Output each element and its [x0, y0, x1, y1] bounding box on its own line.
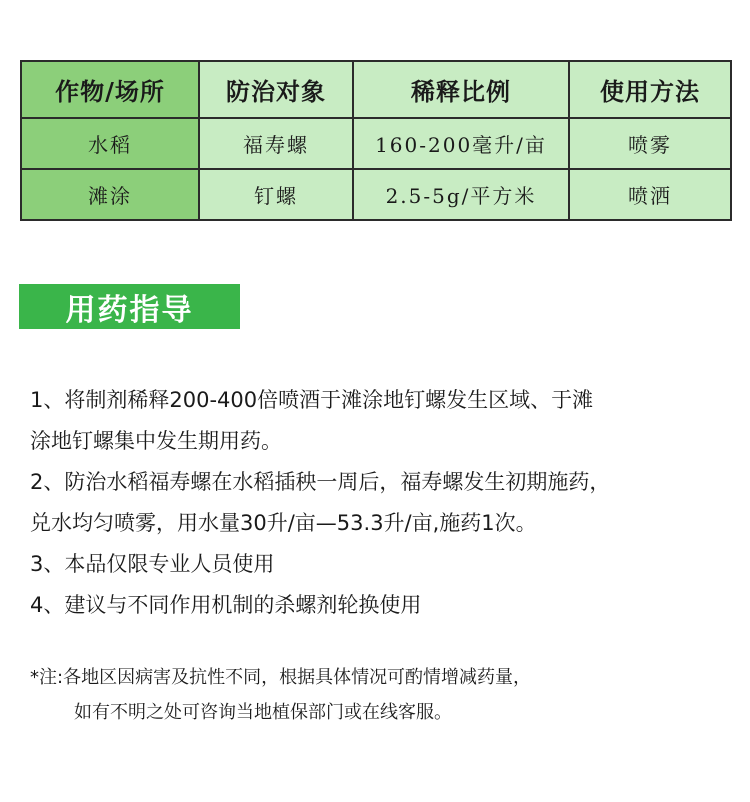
table-row	[21, 118, 731, 169]
table-header-row	[21, 61, 731, 118]
cell-method: 喷雾	[569, 118, 731, 169]
header-dilution-ratio: 稀释比例	[353, 61, 569, 118]
cell-target: 福寿螺	[199, 118, 353, 169]
instruction-line: 1、将制剂稀释200-400倍喷酒于滩涂地钉螺发生区域、于滩	[30, 388, 594, 412]
cell-crop: 滩涂	[21, 169, 199, 220]
footnote	[30, 660, 730, 730]
footnote-line-2: 如有不明之处可咨询当地植保部门或在线客服。	[74, 702, 452, 723]
footnote-line-1: *注:各地区因病害及抗性不同，根据具体情况可酌情增减药量，	[30, 667, 532, 688]
cell-crop: 水稻	[21, 118, 199, 169]
cell-target: 钉螺	[199, 169, 353, 220]
section-title-banner: 用药指导	[19, 284, 240, 329]
instruction-line: 2、防治水稻福寿螺在水稻插秧一周后，福寿螺发生初期施药，	[30, 470, 611, 494]
instruction-line: 4、建议与不同作用机制的杀螺剂轮换使用	[30, 593, 422, 617]
instructions-list	[30, 380, 730, 626]
table-row	[21, 169, 731, 220]
cell-method: 喷洒	[569, 169, 731, 220]
instruction-line: 3、本品仅限专业人员使用	[30, 552, 275, 576]
cell-dilution: 2.5-5g/平方米	[353, 169, 569, 220]
header-usage-method: 使用方法	[569, 61, 731, 118]
header-crop-site: 作物/场所	[21, 61, 199, 118]
header-target-pest: 防治对象	[199, 61, 353, 118]
cell-dilution: 160-200毫升/亩	[353, 118, 569, 169]
usage-table	[20, 60, 732, 221]
instruction-line: 兑水均匀喷雾，用水量30升/亩—53.3升/亩,施药1次。	[30, 511, 537, 535]
instruction-line: 涂地钉螺集中发生期用药。	[30, 429, 282, 453]
